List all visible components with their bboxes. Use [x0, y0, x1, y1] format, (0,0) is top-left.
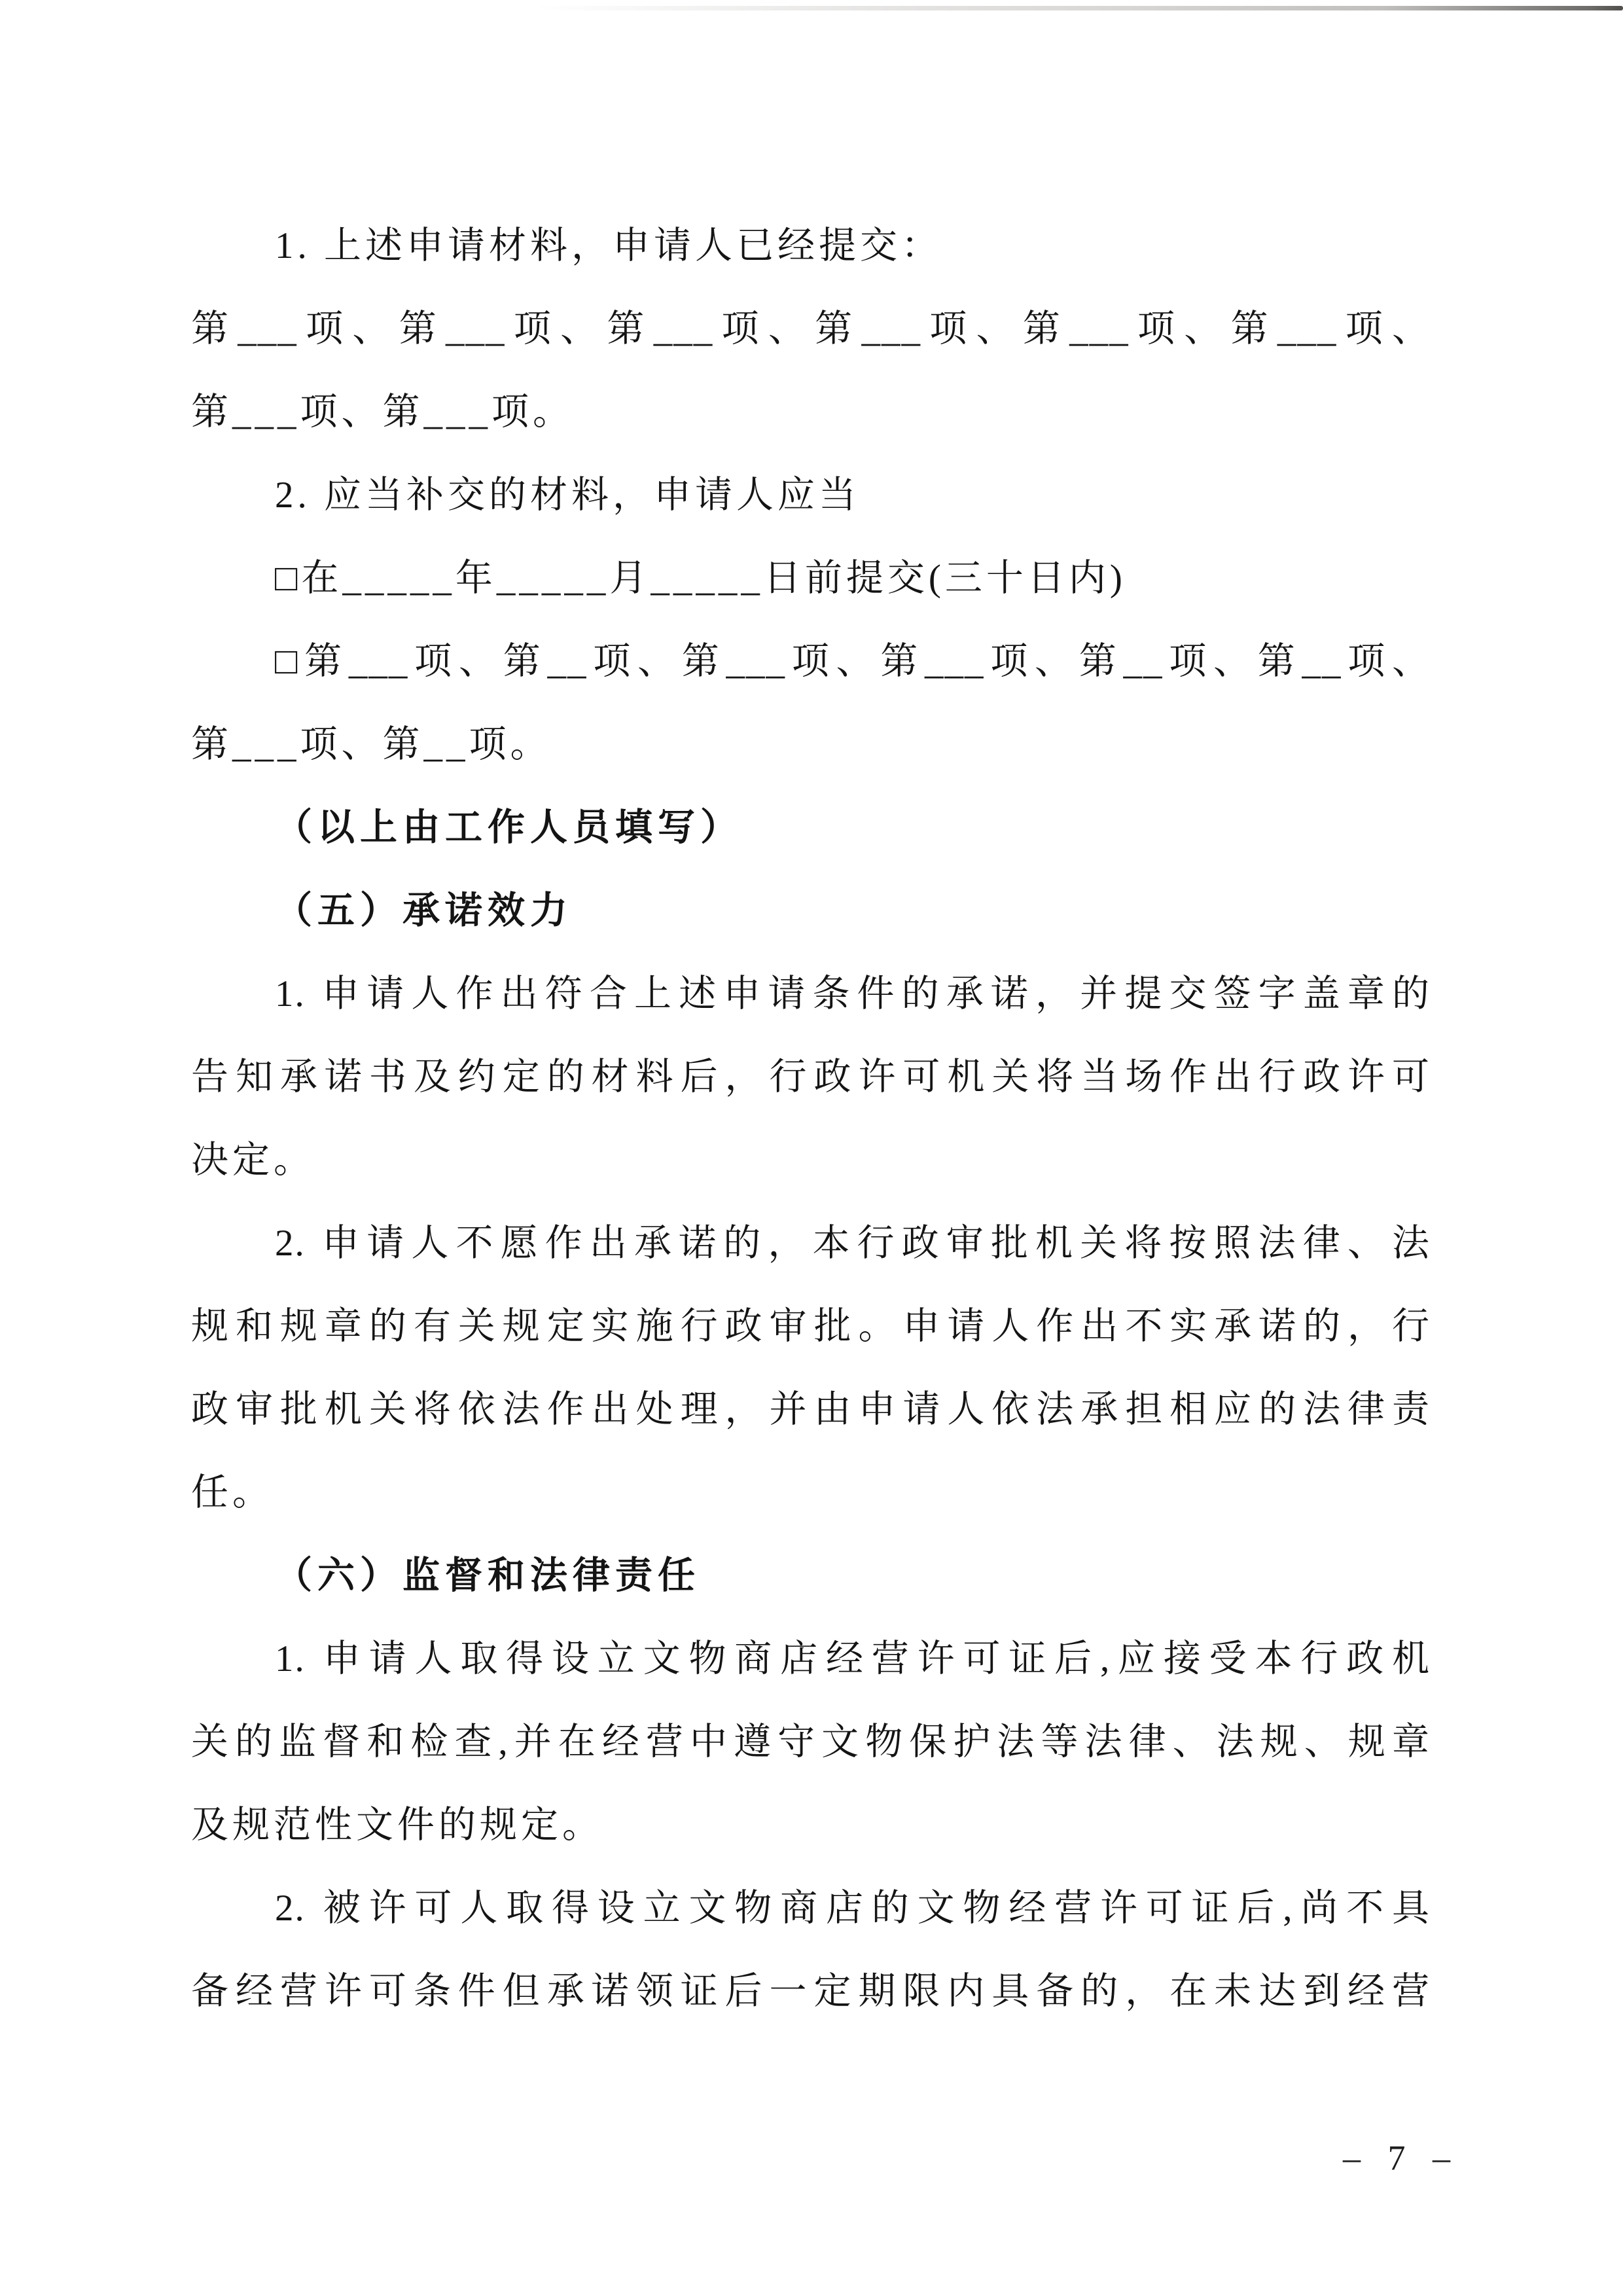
- document-line-blanks: 第___项、第__项。: [191, 724, 552, 765]
- document-line: 备经营许可条件但承诺领证后一定期限内具备的，在未达到经营: [191, 1971, 1431, 2012]
- page-number: – 7 –: [1343, 2138, 1459, 2178]
- document-line: 1. 申请人作出符合上述申请条件的承诺，并提交签字盖章的: [275, 973, 1431, 1014]
- document-line: 2. 申请人不愿作出承诺的，本行政审批机关将按照法律、法: [275, 1223, 1431, 1264]
- document-line-blanks: 第___项、第___项、第___项、第___项、第___项、第___项、: [191, 308, 1431, 350]
- document-line: 及规范性文件的规定。: [191, 1804, 603, 1846]
- scan-artifact-line: [537, 6, 1623, 10]
- document-line: 2. 应当补交的材料，申请人应当: [275, 475, 860, 516]
- document-line: 任。: [191, 1472, 274, 1513]
- document-line: 1. 申请人取得设立文物商店经营许可证后,应接受本行政机: [275, 1638, 1431, 1679]
- staff-fill-note: （以上由工作人员填写）: [275, 807, 743, 848]
- document-line-blanks: 第___项、第___项。: [191, 391, 574, 433]
- document-body: [191, 204, 1431, 2033]
- document-line: 1. 上述申请材料，申请人已经提交：: [275, 225, 942, 266]
- document-line: 规和规章的有关规定实施行政审批。申请人作出不实承诺的，行: [191, 1306, 1431, 1347]
- document-line: 告知承诺书及约定的材料后，行政许可机关将当场作出行政许可: [191, 1056, 1431, 1098]
- document-line: 决定。: [191, 1139, 315, 1181]
- document-line: 2. 被许可人取得设立文物商店的文物经营许可证后,尚不具: [275, 1888, 1431, 1929]
- section-heading-6: （六）监督和法律责任: [275, 1555, 700, 1596]
- checkbox-line-items: □第___项、第__项、第___项、第___项、第__项、第__项、: [275, 641, 1431, 682]
- section-heading-5: （五）承诺效力: [275, 890, 573, 931]
- document-line: 关的监督和检查,并在经营中遵守文物保护法等法律、法规、规章: [191, 1721, 1431, 1763]
- checkbox-line-date: □在_____年_____月_____日前提交(三十日内): [275, 558, 1126, 599]
- document-line: 政审批机关将依法作出处理，并由申请人依法承担相应的法律责: [191, 1389, 1431, 1430]
